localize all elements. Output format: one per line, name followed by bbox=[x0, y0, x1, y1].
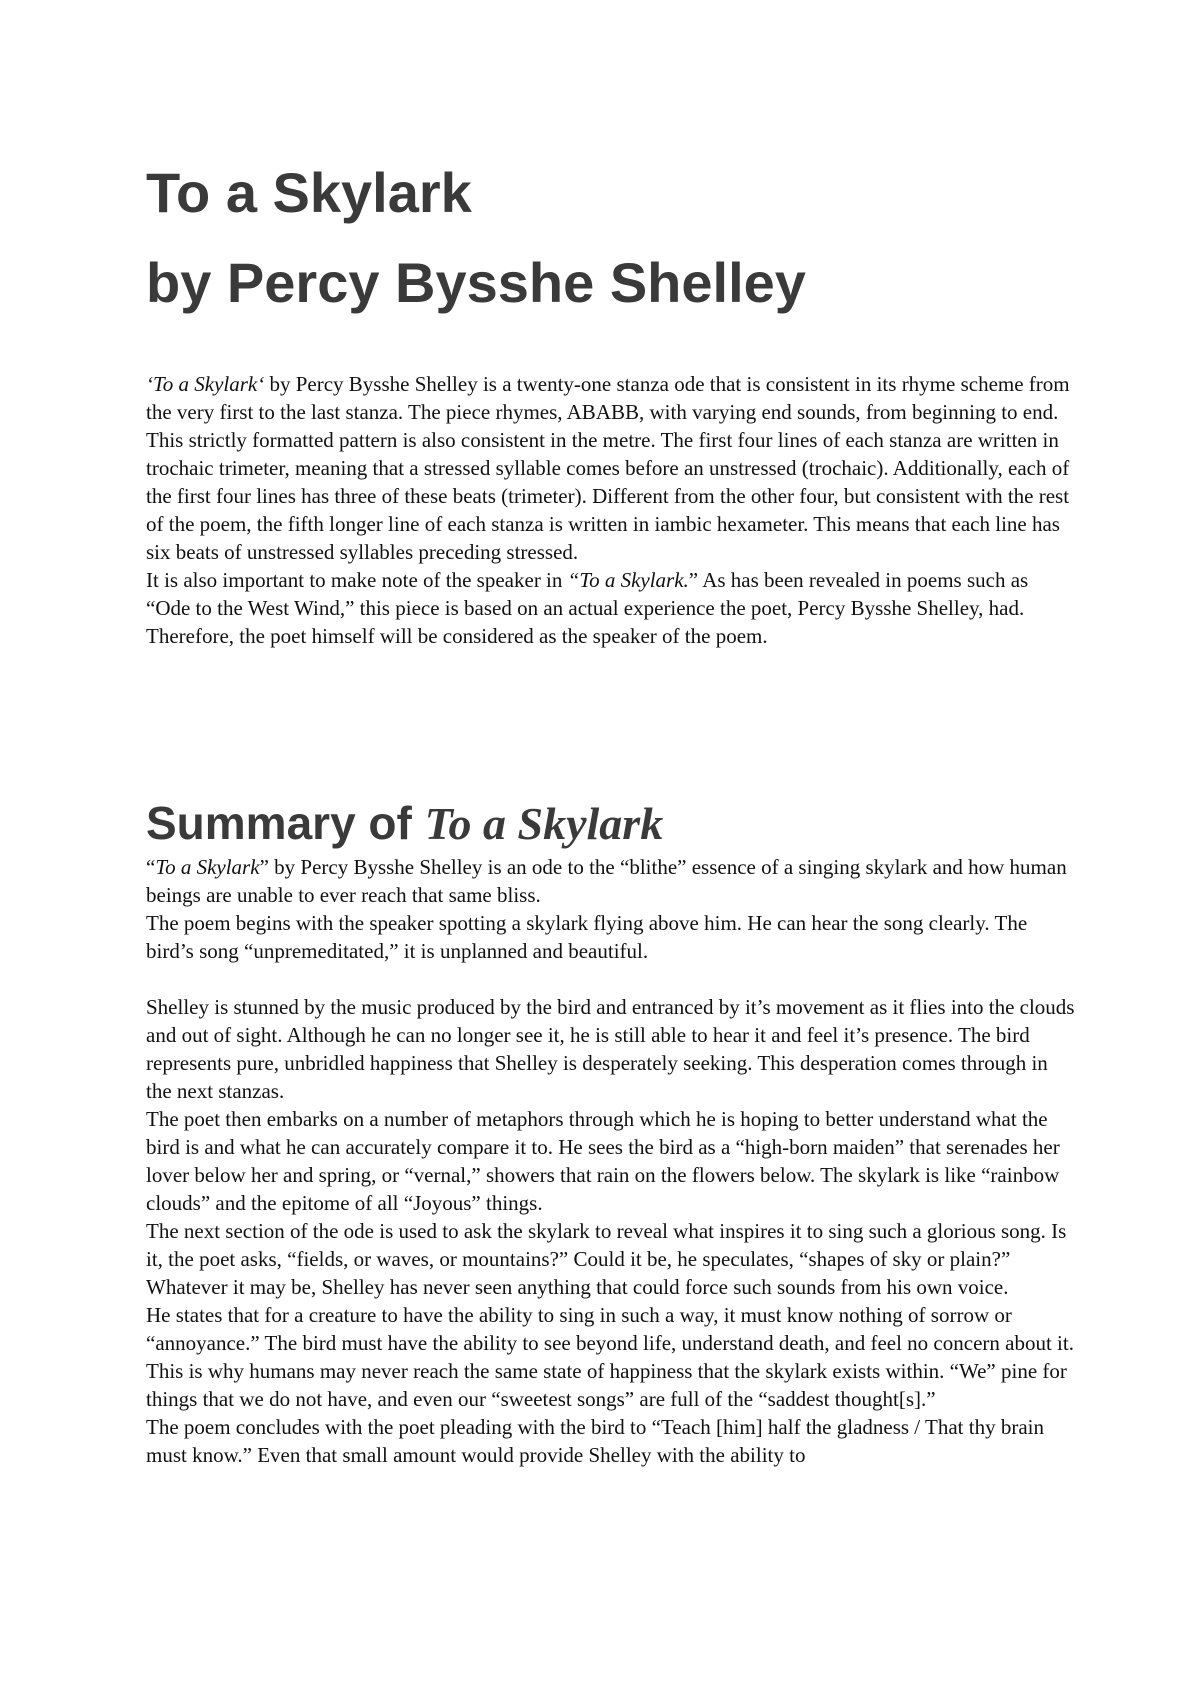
summary-heading-italic: To a Skylark bbox=[424, 798, 664, 849]
summary-heading bbox=[146, 795, 1146, 852]
document-title: To a Skylark bbox=[146, 161, 472, 224]
summary-paragraph-1 bbox=[146, 853, 1076, 909]
intro-paragraph-2: This strictly formatted pattern is also consistent in the metre. The first four lines of each stanza are written in trochaic trimeter, meaning that a stressed syllable comes before an unstressed (trochaic). Additionally, each of the first four lines has three of these beats (trimeter). Different from the other four, but consistent with the rest of the poem, the fifth longer line of each stanza is written in iambic hexameter. This means that each line has six beats of unstressed syllables preceding stressed. bbox=[146, 428, 1070, 564]
open-quote: “ bbox=[146, 855, 156, 879]
summary-paragraph-2: The poem begins with the speaker spotting a skylark flying above him. He can hear the song clearly. The bird’s song “unpremeditated,” it is unplanned and beautiful. bbox=[146, 911, 1028, 963]
document-byline: by Percy Bysshe Shelley bbox=[146, 251, 806, 314]
summary-paragraph-3: Shelley is stunned by the music produced by the bird and entranced by it’s movement as it flies into the clouds and out of sight. Although he can no longer see it, he is still able to hear it and feel it’s presence. The bird represents pure, unbridled happiness that Shelley is desperately seeking. This desperation comes through in the next stanzas. bbox=[146, 995, 1075, 1103]
summary-paragraph-1-text: ” by Percy Bysshe Shelley is an ode to the “blithe” essence of a singing skylark and how human beings are unable to ever reach that same bliss. bbox=[146, 855, 1067, 907]
poem-title-italic: “To a Skylark. bbox=[567, 568, 689, 592]
summary-paragraph-7: The poem concludes with the poet pleading with the bird to “Teach [him] half the gladness / That thy brain must know.” Even that small amount would provide Shelley with the ability to bbox=[146, 1415, 1044, 1467]
intro-paragraph-3 bbox=[146, 566, 1076, 650]
intro-paragraph-1-text: by Percy Bysshe Shelley is a twenty-one stanza ode that is consistent in its rhyme scheme from the very first to the last stanza. The piece rhymes, ABABB, with varying end sounds, from beginning to end. bbox=[146, 372, 1070, 424]
poem-title-italic: ‘To a Skylark‘ bbox=[146, 372, 265, 396]
summary-paragraph-4: The poet then embarks on a number of metaphors through which he is hoping to better understand what the bird is and what he can accurately compare it to. He sees the bird as a “high-born maiden” that serenades her lover below her and spring, or “vernal,” showers that rain on the flowers below. The skylark is like “rainbow clouds” and the epitome of all “Joyous” things. bbox=[146, 1107, 1060, 1215]
intro-paragraph-3-text-a: It is also important to make note of the speaker in bbox=[146, 568, 568, 592]
poem-title-italic: To a Skylark bbox=[155, 855, 260, 879]
intro-paragraph-3-text-b: ” As has been revealed in poems such as “Ode to the West Wind,” this piece is based on an actual experience the poet, Percy Bysshe Shelley, had. Therefore, the poet himself will be considered as the speaker of the poem. bbox=[146, 568, 1029, 648]
summary-section bbox=[146, 853, 1076, 1469]
paragraph-gap bbox=[146, 965, 1076, 993]
summary-paragraph-6: He states that for a creature to have the ability to sing in such a way, it must know nothing of sorrow or “annoyance.” The bird must have the ability to see beyond life, understand death, and feel no concern about it. This is why humans may never reach the same state of happiness that the skylark exists within. “We” pine for things that we do not have, and even our “sweetest songs” are full of the “saddest thought[s].” bbox=[146, 1303, 1074, 1411]
summary-paragraph-5: The next section of the ode is used to ask the skylark to reveal what inspires it to sing such a glorious song. Is it, the poet asks, “fields, or waves, or mountains?” Could it be, he speculates, “shapes of sky or plain?” Whatever it may be, Shelley has never seen anything that could force such sounds from his own voice. bbox=[146, 1219, 1067, 1299]
intro-section bbox=[146, 370, 1076, 650]
summary-heading-text: Summary of bbox=[146, 797, 425, 849]
intro-paragraph-1 bbox=[146, 370, 1076, 426]
